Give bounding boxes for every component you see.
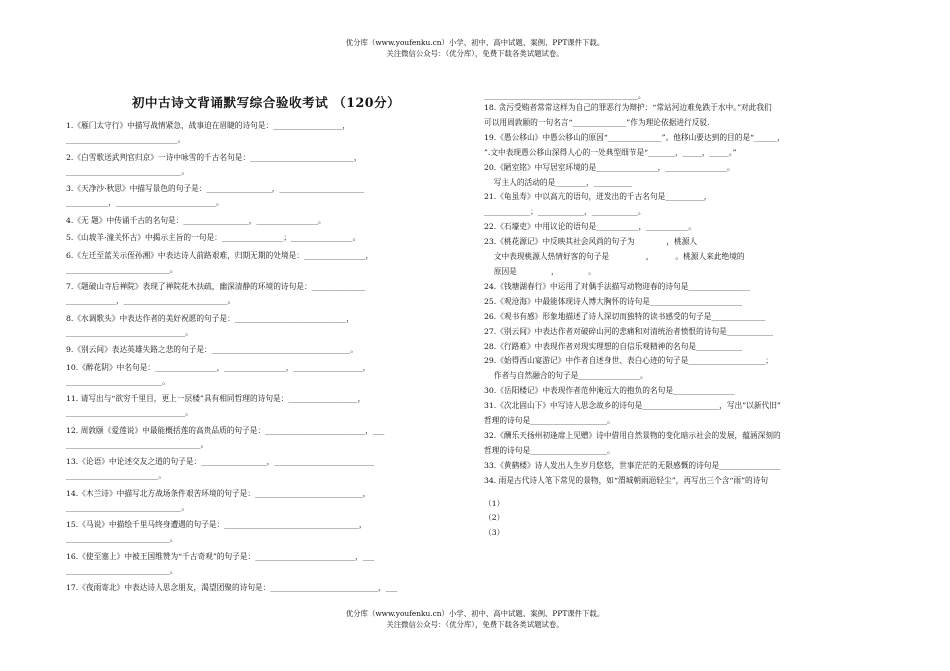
question-item: 9.《别云间》表达英雄失路之悲的句子是：____________________________________。 bbox=[66, 345, 358, 354]
answer-lines bbox=[484, 497, 890, 541]
question-item: 30.《岳阳楼记》中表现作者范仲淹远大的抱负的名句是________________ bbox=[484, 386, 735, 396]
question-item: 5.《山坡羊·潼关怀古》中揭示主旨的一句是：________________；________________。 bbox=[66, 233, 361, 242]
question-item: 7.《题破山寺后禅院》表现了禅院花木扶疏，幽深清静的环境的诗句是：______________ _____________，___________________________。 bbox=[66, 282, 366, 305]
question-item: 32.《酬乐天扬州初逢席上见赠》诗中借用自然景物的变化暗示社会的发展，蕴涵深刻的 哲理的诗句是____________________。 bbox=[484, 430, 781, 455]
question-item: 15.《马说》中描绘千里马终身遭遇的句子是：___________________________________， ___________________________。 bbox=[66, 520, 367, 543]
question-item: 31.《次北固山下》中写诗人思念故乡的诗句是____________________，写出”以新代旧” 哲理的诗句是____________________。 bbox=[484, 401, 781, 426]
question-item: 13.《论语》中论述交友之道的句子是：_________________，__________________________ ________________________。 bbox=[66, 457, 375, 480]
question-item: 24.《钱塘湖春行》中运用了对偶手法描写动物迎春的诗句是________________ bbox=[484, 281, 750, 291]
header-line-1: 优分库（www.youfenku.cn）小学、初中、高中试题、案例、PPT课件下载。 bbox=[345, 38, 605, 47]
left-column bbox=[66, 92, 466, 599]
left-question-list bbox=[66, 119, 466, 595]
question-item: 16.《使至塞上》中被王国维赞为“千古奇观”的句子是：__________________________，___ ___________________________。 bbox=[66, 551, 375, 575]
right-question-list bbox=[484, 101, 890, 489]
answer-line: （3） bbox=[484, 527, 505, 537]
question-item: 22.《石壕吏》中用议论的语句是___________，___________。 bbox=[484, 222, 697, 232]
answer-line: （2） bbox=[484, 513, 505, 523]
question-item: 19.《愚公移山》中愚公移山的原因“______________”。他移山要达到的目的是“______， ”.文中表现愚公移山深得人心的一处典型细节是“_______，_____，_____。” bbox=[484, 132, 785, 157]
page-footer bbox=[0, 608, 950, 630]
question-item: 28.《行路难》中表现作者对现实理想的自信乐观精神的名句是____________ bbox=[484, 341, 743, 351]
question-item: 20.《陋室铭》中写居室环境的是________________，________________。 写主人的活动的是________，__________ bbox=[484, 162, 735, 187]
question-item: 10.《醉花阴》中名句是：________________，________________，__________________， _________________________。 bbox=[66, 362, 371, 386]
right-column bbox=[484, 101, 890, 540]
page-header bbox=[0, 37, 950, 59]
question-item: 12. 周敦颐《爱莲说》中最能概括莲的高贵品质的句子是：__________________________，___ ___________________________________。 bbox=[66, 425, 385, 449]
question-item: 26.《观书有感》形象地描述了诗人深切而独特的读书感受的句子是______________ bbox=[484, 311, 766, 321]
question-item: 14.《木兰诗》中描写北方战场条件艰苦环境的句子是：____________________________， ______________________________。 bbox=[66, 488, 371, 512]
footer-line-1: 优分库（www.youfenku.cn）小学、初中、高中试题、案例、PPT课件下载。 bbox=[345, 609, 605, 618]
question-item: 18. 贪污受贿者常常这样为自己的罪恶行为辩护：“常站河边难免跌于水中。”对此我们 可以用周敦颐的一句名言“______________”作为理论依据进行反驳. bbox=[484, 103, 772, 127]
question-item: 4.《无 题》中传诵千古的名句是：_________________，________________。 bbox=[66, 215, 326, 225]
question-item: 6.《左迁至蓝关示侄孙湘》中表达诗人前路艰难，归期无期的处境是：________________， ___________________________。 bbox=[66, 250, 374, 274]
question-item: 1.《雁门太守行》中描写战情紧急，战事迫在眉睫的诗句是：__________________， _____________________________。 bbox=[66, 121, 351, 144]
footer-line-2: 关注微信公众号：（优分库），免费下载各类试题试卷。 bbox=[386, 620, 564, 629]
exam-title: 初中古诗文背诵默写综合验收考试 （120分） bbox=[131, 95, 401, 110]
question-item: 11. 请写出与“欲穷千里目，更上一层楼”具有相同哲理的诗句是：__________________， _______________________________。 bbox=[66, 394, 366, 417]
carryover-blank: ________________________________________。 bbox=[484, 91, 646, 100]
question-item: 17.《夜雨寄北》中表达诗人思念朋友，渴望团聚的诗句是：____________________________，___ bbox=[66, 583, 398, 592]
question-item: 23.《桃花源记》中反映其社会风尚的句子为 ，桃源人 文中表现桃源人热情好客的句子是 ， 。桃源人来此绝境的 原因是 ， 。 bbox=[484, 237, 745, 276]
question-item: 3.《天净沙·秋思》中描写景色的句子是：_________________，______________________ ___________，__________________________。 bbox=[66, 184, 365, 207]
question-item: 25.《观沧海》中最能体现诗人博大胸怀的诗句是________________________ bbox=[484, 296, 743, 306]
question-item: 8.《水调歌头》中表达作者的美好祝愿的句子是：_____________________________， _______________________________。 bbox=[66, 313, 354, 337]
question-item: 33.《黄鹤楼》诗人发出人生岁月悠悠，世事茫茫的无限感慨的诗句是________________ bbox=[484, 460, 781, 470]
question-item: 2.《白雪歌送武判官归京》一诗中咏雪的千古名句是：___________________________， ______________________________。 bbox=[66, 152, 362, 176]
question-item: 29.《始得西山宴游记》中作者自述身世、表白心迹的句子是____________________； 作者与自然融合的句子是________________。 bbox=[484, 356, 773, 381]
answer-line: （1） bbox=[484, 498, 505, 508]
question-item: 27.《别云间》中表达作者对破碎山河的悲痛和对清统治者愤恨的诗句是____________ bbox=[484, 326, 773, 336]
header-line-2: 关注微信公众号：（优分库），免费下载各类试题试卷。 bbox=[386, 49, 564, 58]
question-item: 21.《龟虽寿》中以高亢的语句，迸发出的千古名句是__________， ____________；____________，____________。 bbox=[484, 192, 712, 217]
question-item: 34. 雨是古代诗人笔下常见的景物，如“渭城朝雨浥轻尘”，再写出三个含“雨”的诗句 bbox=[484, 475, 769, 485]
